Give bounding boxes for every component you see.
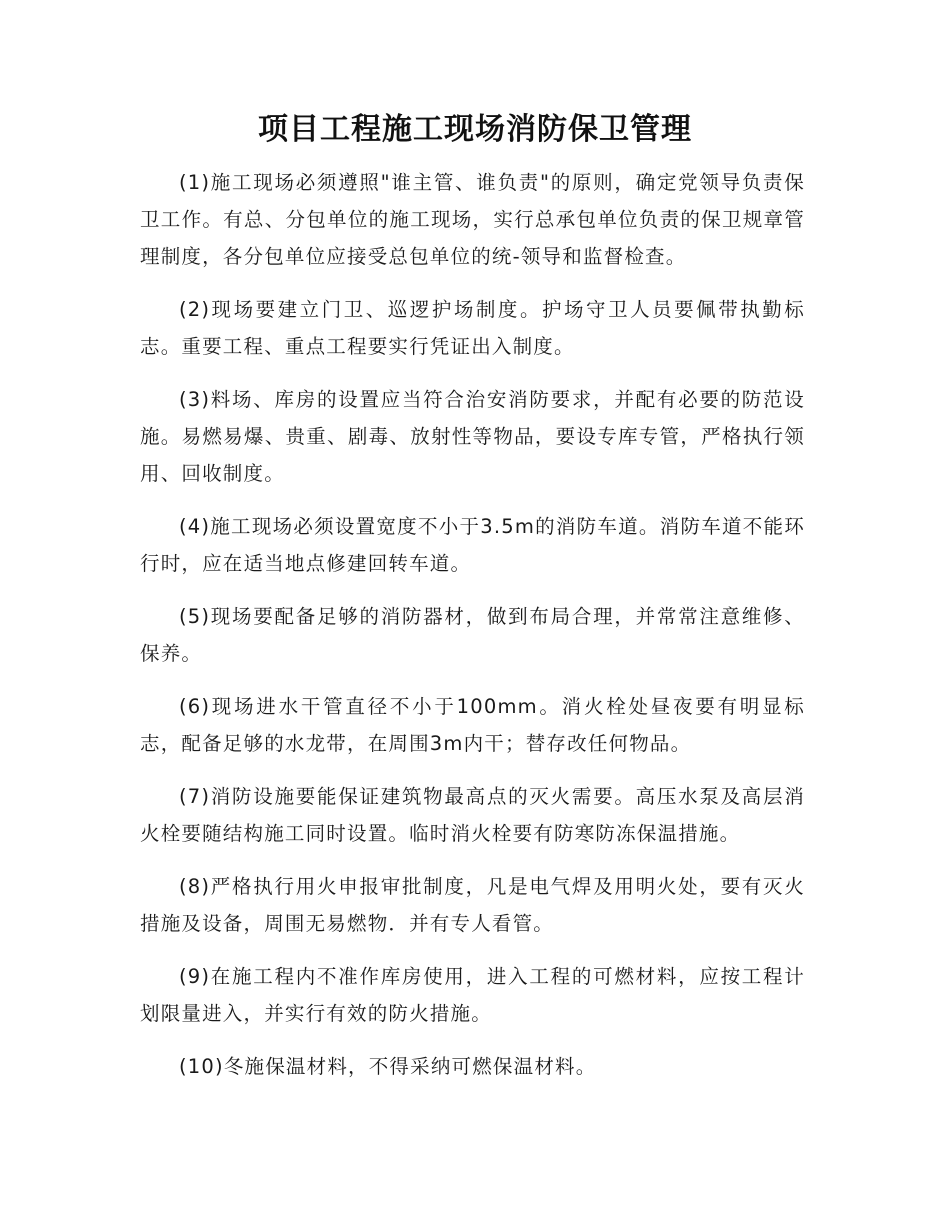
- paragraph-8: (8)严格执行用火申报审批制度，凡是电气焊及用明火处，要有灭火措施及设备，周围无易燃物．并有专人看管。: [140, 875, 805, 935]
- document-body: [140, 164, 805, 1101]
- paragraph-7: (7)消防设施要能保证建筑物最高点的灭火需要。高压水泵及高层消火栓要随结构施工同时设置。临时消火栓要有防寒防冻保温措施。: [140, 785, 805, 845]
- paragraph-4: (4)施工现场必须设置宽度不小于3.5m的消防车道。消防车道不能环行时，应在适当地点修建回转车道。: [140, 515, 805, 575]
- paragraph-1: (1)施工现场必须遵照"谁主管、谁负责"的原则，确定党领导负责保卫工作。有总、分包单位的施工现场，实行总承包单位负责的保卫规章管理制度，各分包单位应接受总包单位的统-领导和监督检查。: [140, 171, 805, 268]
- document-title: 项目工程施工现场消防保卫管理: [258, 112, 692, 147]
- paragraph-5: (5)现场要配备足够的消防器材，做到布局合理，并常常注意维修、保养。: [140, 605, 805, 665]
- paragraph-10: (10)冬施保温材料，不得采纳可燃保温材料。: [179, 1055, 597, 1078]
- paragraph-3: (3)料场、库房的设置应当符合治安消防要求，并配有必要的防范设施。易燃易爆、贵重、剧毒、放射性等物品，要设专库专管，严格执行领用、回收制度。: [140, 388, 805, 485]
- paragraph-6: (6)现场进水干管直径不小于100mm。消火栓处昼夜要有明显标志，配备足够的水龙带，在周围3m内干；替存改任何物品。: [140, 695, 805, 755]
- paragraph-9: (9)在施工程内不准作库房使用，进入工程的可燃材料，应按工程计划限量进入，并实行有效的防火措施。: [140, 965, 805, 1025]
- paragraph-2: (2)现场要建立门卫、巡逻护场制度。护场守卫人员要佩带执勤标志。重要工程、重点工程要实行凭证出入制度。: [140, 298, 805, 358]
